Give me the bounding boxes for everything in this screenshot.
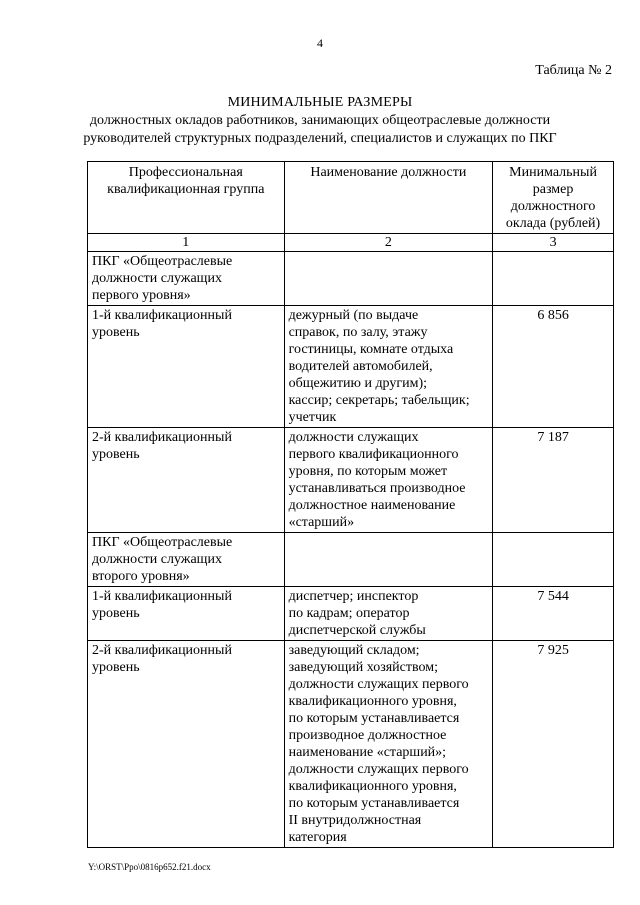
position-line: диспетчер; инспектор xyxy=(288,589,419,604)
group-line: второго уровня» xyxy=(92,569,190,584)
position-line: гостиницы, комнате отдыха xyxy=(288,342,454,357)
column-number: 2 xyxy=(284,234,493,252)
table-row xyxy=(88,587,614,641)
position-line: «старший» xyxy=(288,515,355,530)
position-line: квалификационного уровня, xyxy=(288,694,457,709)
header-line: квалификационная группа xyxy=(107,182,265,197)
heading-line: должностных окладов работников, занимающих общеотраслевые должности xyxy=(89,113,551,128)
position-line: производное должностное xyxy=(288,728,447,743)
qualification-group-cell xyxy=(88,533,285,587)
position-name-cell xyxy=(284,641,493,848)
position-line: дежурный (по выдаче xyxy=(288,308,419,323)
group-line: должности служащих xyxy=(92,552,222,567)
position-line: должности служащих первого xyxy=(288,677,469,692)
qualification-group-cell xyxy=(88,306,285,428)
header-line: размер xyxy=(532,182,574,197)
position-line: должностное наименование xyxy=(288,498,456,513)
heading-title: МИНИМАЛЬНЫЕ РАЗМЕРЫ xyxy=(227,95,413,110)
qualification-group-cell xyxy=(88,641,285,848)
page-number: 4 xyxy=(317,36,323,50)
position-line: кассир; секретарь; табельщик; xyxy=(288,393,470,408)
group-line: 2-й квалификационный xyxy=(92,643,232,658)
table-row xyxy=(88,306,614,428)
position-line: водителей автомобилей, xyxy=(288,359,433,374)
header-line: Наименование должности xyxy=(310,165,467,180)
table-row xyxy=(88,428,614,533)
table-heading xyxy=(0,94,640,148)
position-line: наименование «старший»; xyxy=(288,745,447,760)
position-line: уровня, по которым может xyxy=(288,464,448,479)
qualification-group-cell xyxy=(88,587,285,641)
group-line: 2-й квалификационный xyxy=(92,430,232,445)
position-name-cell xyxy=(284,533,493,587)
position-line: по которым устанавливается xyxy=(288,711,460,726)
salary-cell xyxy=(493,533,614,587)
salary-cell: 7 925 xyxy=(493,641,614,848)
group-line: уровень xyxy=(92,325,140,340)
salary-cell: 7 544 xyxy=(493,587,614,641)
position-line: учетчик xyxy=(288,410,337,425)
salary-cell xyxy=(493,252,614,306)
group-line: уровень xyxy=(92,606,140,621)
header-line: оклада (рублей) xyxy=(505,216,601,231)
salary-cell: 6 856 xyxy=(493,306,614,428)
position-line: должности служащих xyxy=(288,430,419,445)
position-name-cell xyxy=(284,306,493,428)
group-line: ПКГ «Общеотраслевые xyxy=(92,535,233,550)
header-line: Минимальный xyxy=(509,165,597,180)
position-line: квалификационного уровня, xyxy=(288,779,457,794)
heading-line: руководителей структурных подразделений, специалистов и служащих по ПКГ xyxy=(83,131,557,146)
column-number-row xyxy=(88,234,614,252)
group-line: должности служащих xyxy=(92,271,222,286)
header-line: должностного xyxy=(510,199,596,214)
table-body xyxy=(88,252,614,848)
group-line: 1-й квалификационный xyxy=(92,308,232,323)
group-line: уровень xyxy=(92,660,140,675)
position-line: должности служащих первого xyxy=(288,762,469,777)
group-line: уровень xyxy=(92,447,140,462)
position-line: по кадрам; оператор xyxy=(288,606,410,621)
footer-file-path: Y:\ORST\Ppo\0816p652.f21.docx xyxy=(88,862,211,872)
salary-table xyxy=(87,161,614,848)
table-row xyxy=(88,252,614,306)
position-name-cell xyxy=(284,252,493,306)
qualification-group-cell xyxy=(88,428,285,533)
position-line: общежитию и другим); xyxy=(288,376,428,391)
position-line: II внутридолжностная xyxy=(288,813,422,828)
position-line: устанавливаться производное xyxy=(288,481,466,496)
table-label: Таблица № 2 xyxy=(535,63,612,78)
qualification-group-cell xyxy=(88,252,285,306)
salary-cell: 7 187 xyxy=(493,428,614,533)
header-minimum-salary xyxy=(493,162,614,234)
position-line: диспетчерской службы xyxy=(288,623,426,638)
group-line: первого уровня» xyxy=(92,288,191,303)
table-row xyxy=(88,641,614,848)
header-row xyxy=(88,162,614,234)
position-line: по которым устанавливается xyxy=(288,796,460,811)
position-line: заведующий хозяйством; xyxy=(288,660,438,675)
header-position-name xyxy=(284,162,493,234)
position-line: заведующий складом; xyxy=(288,643,420,658)
table-row xyxy=(88,533,614,587)
group-line: 1-й квалификационный xyxy=(92,589,232,604)
group-line: ПКГ «Общеотраслевые xyxy=(92,254,233,269)
column-number: 1 xyxy=(88,234,285,252)
header-line: Профессиональная xyxy=(128,165,243,180)
position-line: категория xyxy=(288,830,347,845)
position-name-cell xyxy=(284,428,493,533)
position-line: первого квалификационного xyxy=(288,447,459,462)
header-qualification-group xyxy=(88,162,285,234)
position-name-cell xyxy=(284,587,493,641)
column-number: 3 xyxy=(493,234,614,252)
position-line: справок, по залу, этажу xyxy=(288,325,428,340)
